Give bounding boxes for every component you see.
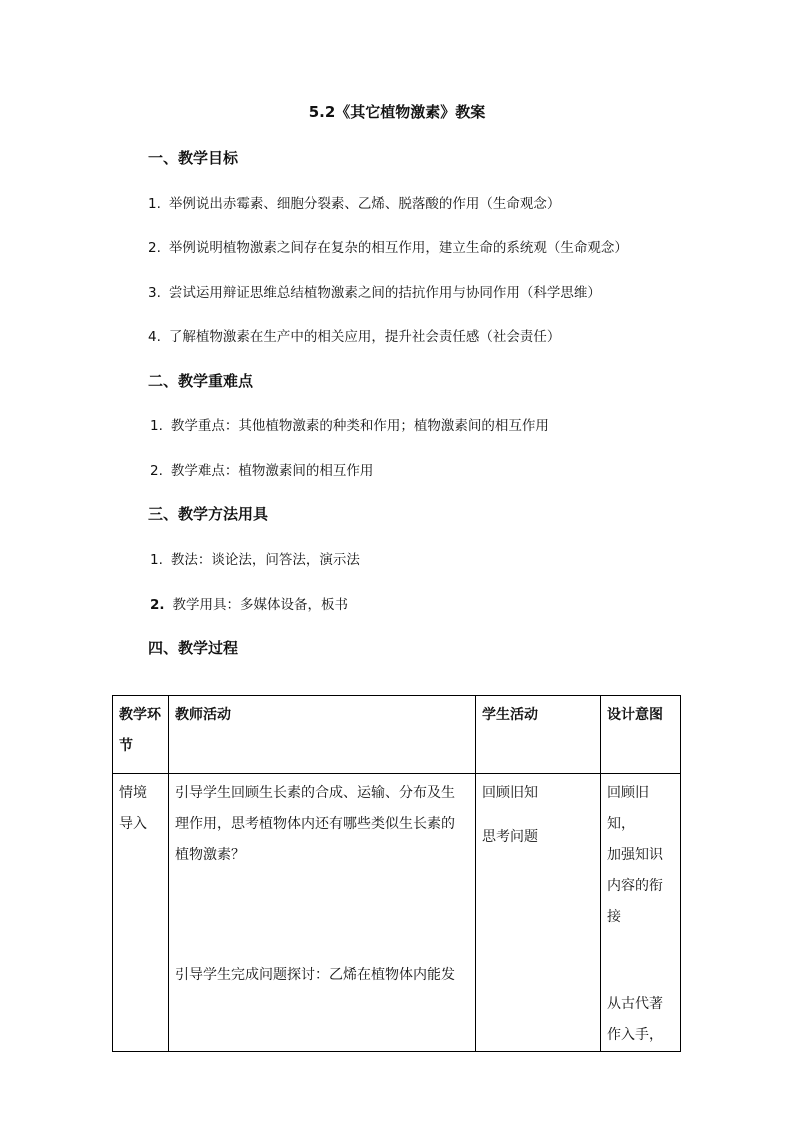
item-text: 教法：谈论法，问答法，演示法	[170, 552, 360, 568]
method-item-1	[150, 548, 360, 568]
intent-line: 内容的衔	[607, 878, 663, 894]
teacher-line: 植物激素？	[175, 847, 245, 863]
objective-item-4	[148, 325, 560, 345]
method-item-2	[150, 593, 348, 613]
item-text: 教学难点：植物激素间的相互作用	[170, 463, 374, 479]
item-text: 教学重点：其他植物激素的种类和作用；植物激素间的相互作用	[170, 418, 549, 434]
objective-item-2	[148, 236, 628, 256]
item-text: 教学用具：多媒体设备，板书	[172, 597, 349, 613]
item-text: 了解植物激素在生产中的相关应用，提升社会责任感（社会责任）	[168, 329, 561, 345]
item-text: 尝试运用辩证思维总结植物激素之间的拮抗作用与协同作用（科学思维）	[168, 285, 601, 301]
intent-line: 从古代著	[607, 996, 663, 1012]
header-student-activity: 学生活动	[476, 696, 601, 774]
item-number: 2.	[150, 597, 165, 613]
section-heading-objectives: 一、教学目标	[148, 149, 239, 167]
table-row	[113, 774, 681, 1052]
section-heading-methods: 三、教学方法用具	[148, 505, 269, 523]
header-teacher-activity: 教师活动	[169, 696, 476, 774]
intent-line: 接	[607, 909, 621, 925]
cell-teacher-activity	[169, 774, 476, 1052]
item-number: 1.	[150, 418, 163, 434]
intent-line: 加强知识	[607, 847, 663, 863]
teaching-process-table	[112, 695, 681, 1052]
item-number: 2.	[148, 240, 161, 256]
header-design-intent: 设计意图	[601, 696, 681, 774]
student-line: 回顾旧知	[482, 785, 538, 801]
section-heading-process: 四、教学过程	[148, 639, 239, 657]
item-number: 2.	[150, 463, 163, 479]
table-header-row	[113, 696, 681, 774]
section-heading-key-points: 二、教学重难点	[148, 372, 254, 390]
intent-line: 作入手，	[607, 1027, 663, 1043]
item-number: 3.	[148, 285, 161, 301]
teacher-line: 引导学生回顾生长素的合成、运输、分布及生	[175, 785, 455, 801]
item-number: 1.	[150, 552, 163, 568]
key-point-item-1	[150, 414, 549, 434]
item-number: 1.	[148, 196, 161, 212]
student-line: 思考问题	[482, 829, 538, 845]
item-number: 4.	[148, 329, 161, 345]
item-text: 举例说出赤霉素、细胞分裂素、乙烯、脱落酸的作用（生命观念）	[168, 196, 561, 212]
intent-line: 回顾旧知，	[607, 785, 649, 832]
teacher-line: 理作用，思考植物体内还有哪些类似生长素的	[175, 816, 455, 832]
cell-design-intent	[601, 774, 681, 1052]
key-point-item-2	[150, 459, 373, 479]
cell-student-activity	[476, 774, 601, 1052]
document-title: 5.2《其它植物激素》教案	[308, 103, 486, 121]
cell-stage	[113, 774, 169, 1052]
objective-item-1	[148, 192, 560, 212]
stage-line: 导入	[119, 816, 147, 832]
objective-item-3	[148, 281, 601, 301]
item-text: 举例说明植物激素之间存在复杂的相互作用，建立生命的系统观（生命观念）	[168, 240, 628, 256]
stage-line: 情境	[119, 785, 147, 801]
teacher-line: 引导学生完成问题探讨：乙烯在植物体内能发	[175, 967, 455, 983]
header-stage: 教学环节	[113, 696, 169, 774]
